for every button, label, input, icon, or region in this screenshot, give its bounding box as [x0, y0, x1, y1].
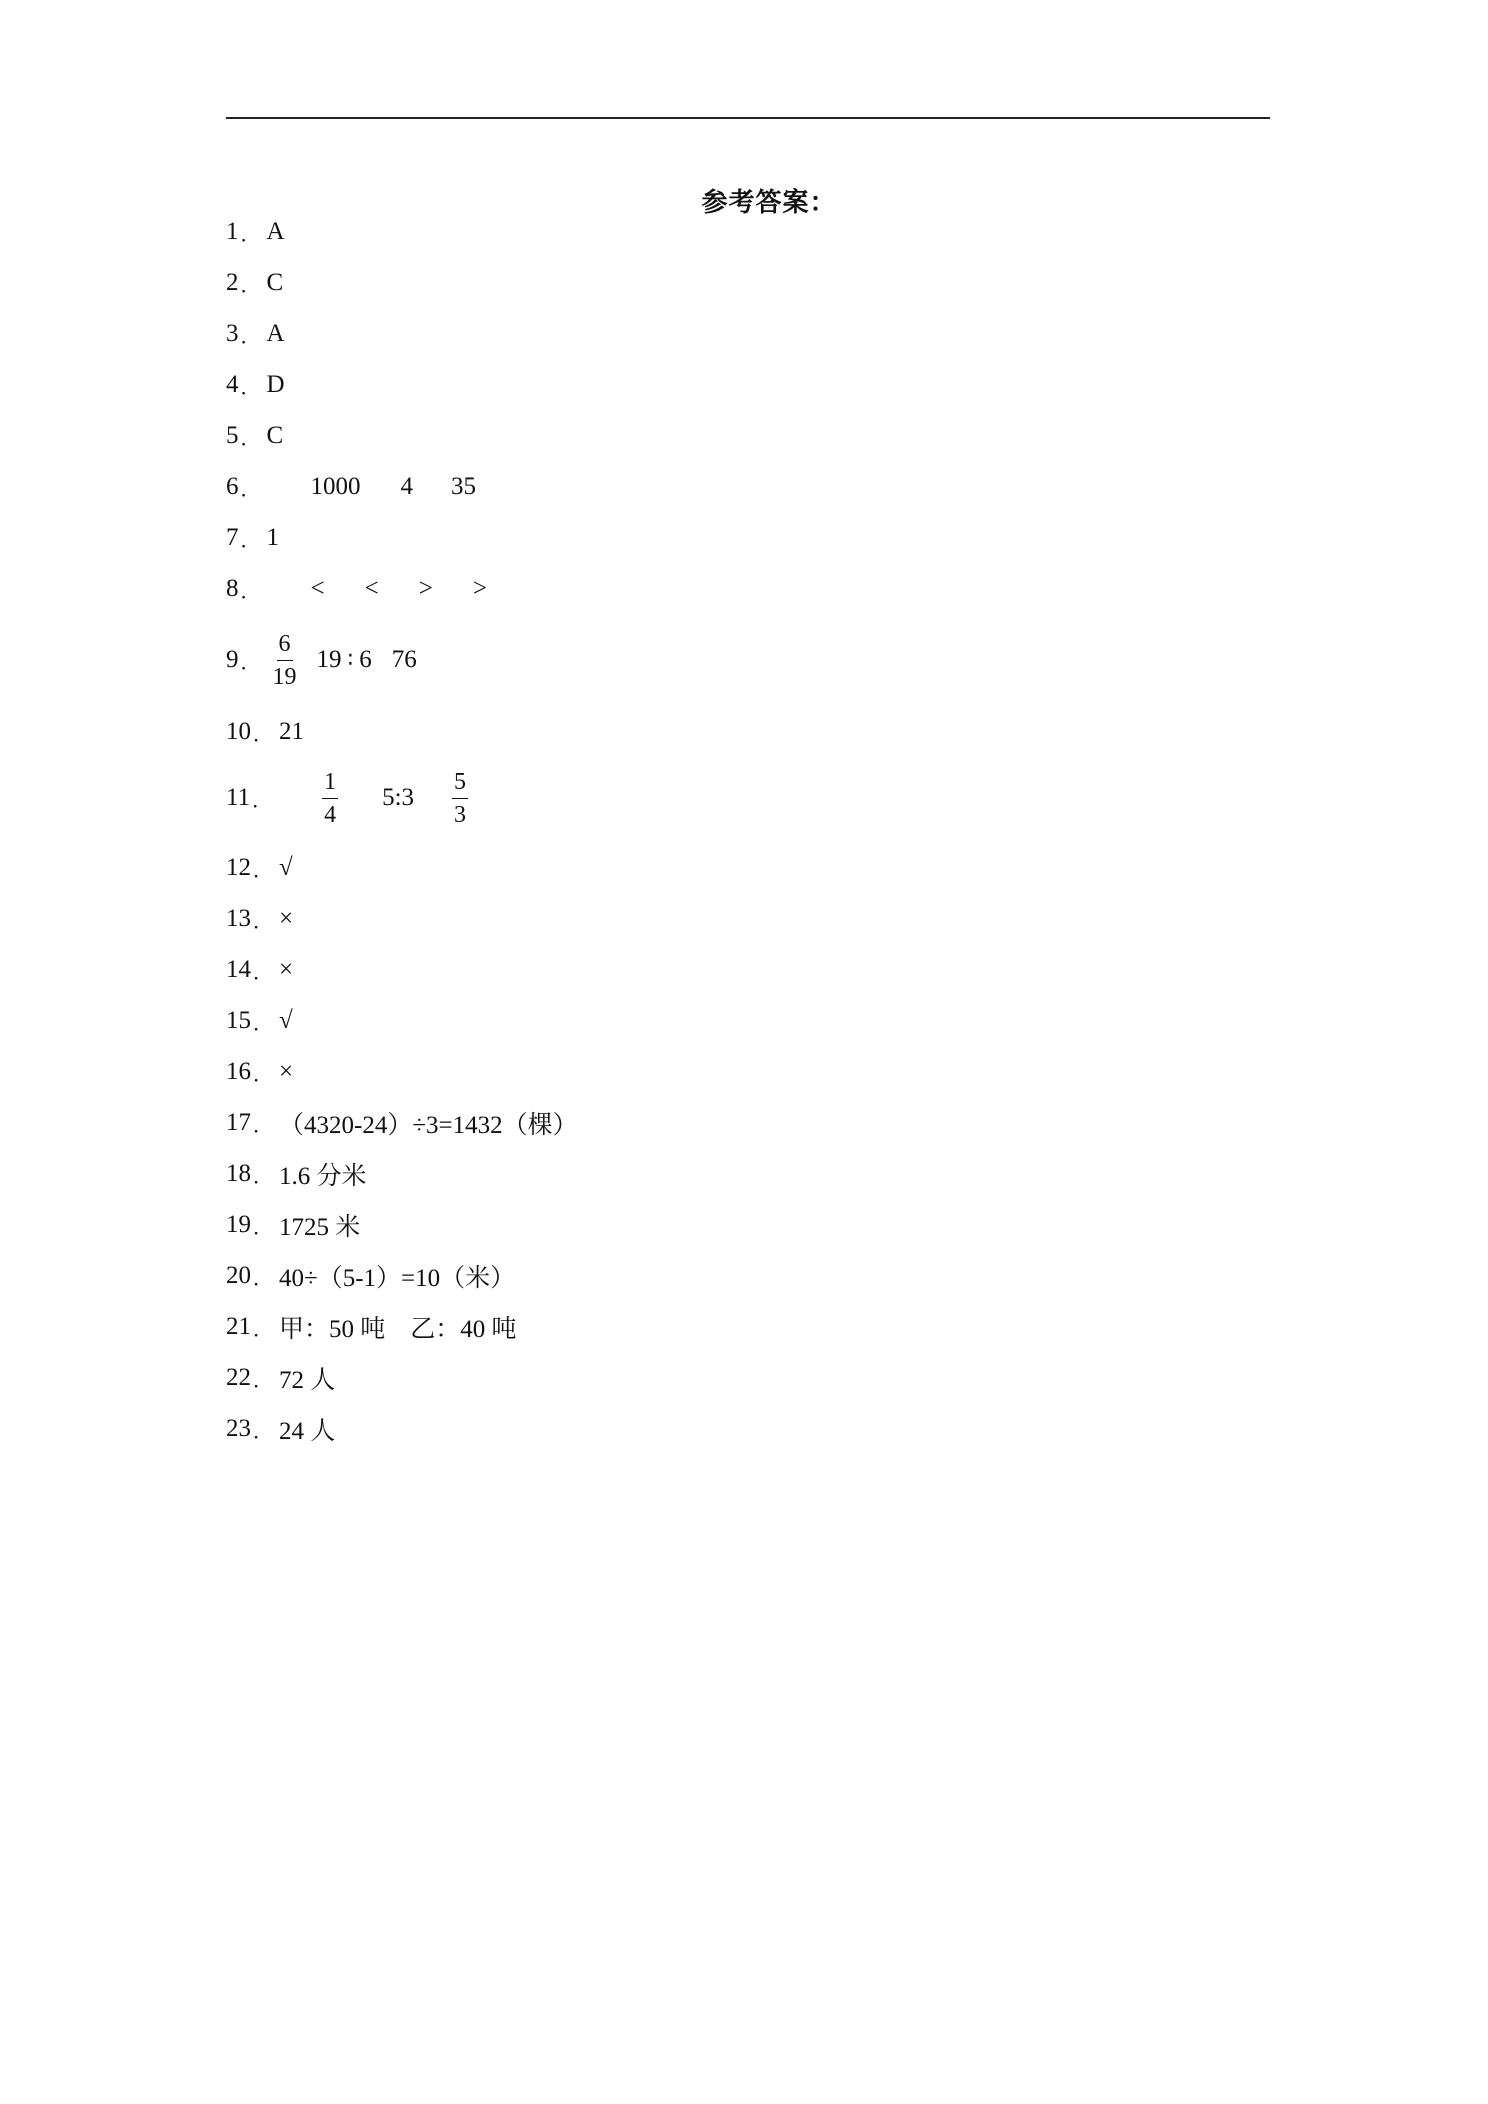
answer-text: C — [266, 422, 284, 449]
answer-row-6 — [226, 467, 476, 507]
answer-text: C — [266, 269, 284, 296]
item-separator: ． — [253, 721, 273, 746]
answer-row-10 — [226, 712, 304, 752]
answer-part-3: 76 — [391, 646, 417, 673]
answer-text: 21 — [279, 718, 304, 745]
item-number: 3 — [226, 320, 239, 347]
ratio: 5:3 — [382, 784, 415, 811]
item-number: 8 — [226, 575, 239, 602]
answer-row-13 — [226, 899, 293, 939]
item-separator: ． — [253, 1418, 273, 1443]
item-number: 7 — [226, 524, 239, 551]
answer-text: 24 人 — [279, 1418, 336, 1445]
item-number: 1 — [226, 218, 239, 245]
fraction-denominator: 19 — [272, 663, 297, 690]
answer-text: × — [279, 1058, 294, 1085]
answer-text: √ — [279, 1007, 293, 1034]
page-title: 参考答案： — [701, 188, 837, 218]
item-separator: ． — [240, 221, 261, 246]
item-separator: ． — [253, 959, 273, 984]
item-number: 16 — [226, 1058, 251, 1085]
item-separator: ． — [240, 578, 261, 603]
item-number: 23 — [226, 1415, 251, 1442]
item-separator: ． — [253, 1010, 273, 1035]
answer-row-18 — [226, 1154, 367, 1194]
answer-text: 1 — [266, 524, 279, 551]
item-number: 22 — [226, 1364, 251, 1391]
item-separator: ． — [253, 1061, 273, 1086]
answer-row-17 — [226, 1103, 578, 1143]
answer-row-19 — [226, 1205, 360, 1245]
answer-row-8 — [226, 569, 487, 609]
answer-row-2 — [226, 263, 283, 303]
answer-row-9 — [226, 632, 417, 688]
fraction — [271, 632, 299, 689]
item-separator: ． — [240, 374, 261, 399]
item-separator: ． — [240, 476, 261, 501]
answer-text: × — [279, 905, 294, 932]
fraction-denominator: 3 — [454, 801, 467, 828]
answer-row-3 — [226, 314, 285, 354]
item-number: 14 — [226, 956, 251, 983]
answer-text: 甲：50 吨 乙：40 吨 — [279, 1316, 517, 1343]
item-separator: ． — [253, 1316, 273, 1341]
item-separator: ． — [240, 272, 261, 297]
answer-part-3: 35 — [451, 473, 476, 500]
item-separator: ． — [240, 649, 261, 674]
item-number: 9 — [226, 646, 239, 673]
item-separator: ． — [253, 1214, 273, 1239]
answer-text: × — [279, 956, 294, 983]
answer-text: 72 人 — [279, 1367, 336, 1394]
answer-text: A — [266, 218, 285, 245]
answer-row-16 — [226, 1052, 293, 1092]
answer-row-20 — [226, 1256, 515, 1296]
fraction-1 — [322, 770, 338, 827]
answer-text: √ — [279, 854, 293, 881]
header-rule — [226, 117, 1270, 119]
item-number: 6 — [226, 473, 239, 500]
fraction-numerator: 1 — [322, 770, 338, 799]
item-number: 20 — [226, 1262, 251, 1289]
ratio-colon: ∶ — [347, 647, 354, 673]
answer-text: 1.6 分米 — [279, 1163, 367, 1190]
fraction-numerator: 5 — [452, 770, 468, 799]
answer-row-15 — [226, 1001, 293, 1041]
answer-part-4: > — [472, 575, 487, 602]
item-number: 10 — [226, 718, 251, 745]
answer-row-1 — [226, 212, 285, 252]
item-separator: ． — [253, 1163, 273, 1188]
fraction-numerator: 6 — [277, 632, 293, 661]
answer-text: 1725 米 — [279, 1214, 361, 1241]
item-number: 13 — [226, 905, 251, 932]
item-number: 2 — [226, 269, 239, 296]
item-separator: ． — [253, 1112, 273, 1137]
answer-text: D — [266, 371, 285, 398]
item-number: 18 — [226, 1160, 251, 1187]
item-number: 4 — [226, 371, 239, 398]
ratio-right: 6 — [359, 646, 372, 673]
item-separator: ． — [252, 787, 273, 812]
item-number: 15 — [226, 1007, 251, 1034]
item-separator: ． — [253, 1367, 273, 1392]
answer-text: （4320-24）÷3=1432（棵） — [279, 1112, 578, 1139]
answer-row-23 — [226, 1409, 335, 1449]
item-number: 17 — [226, 1109, 251, 1136]
item-separator: ． — [240, 323, 261, 348]
answer-row-4 — [226, 365, 285, 405]
answer-part-3: > — [418, 575, 433, 602]
ratio-left: 19 — [316, 646, 342, 673]
answer-text: 40÷（5-1）=10（米） — [279, 1265, 516, 1292]
item-separator: ． — [253, 1265, 273, 1290]
answer-row-12 — [226, 848, 293, 888]
item-separator: ． — [240, 425, 261, 450]
answer-part-2: 4 — [400, 473, 413, 500]
item-separator: ． — [253, 908, 273, 933]
item-number: 19 — [226, 1211, 251, 1238]
answer-row-7 — [226, 518, 279, 558]
item-number: 21 — [226, 1313, 251, 1340]
answer-row-14 — [226, 950, 293, 990]
answer-row-11 — [226, 770, 468, 826]
item-separator: ． — [240, 527, 261, 552]
answer-part-1: 1000 — [310, 473, 361, 500]
answer-row-21 — [226, 1307, 517, 1347]
fraction-denominator: 4 — [324, 801, 337, 828]
item-separator: ． — [253, 857, 273, 882]
item-number: 12 — [226, 854, 251, 881]
answer-part-1: < — [310, 575, 325, 602]
answer-row-22 — [226, 1358, 335, 1398]
answer-row-5 — [226, 416, 283, 456]
answer-part-2: < — [364, 575, 379, 602]
item-number: 11 — [226, 784, 251, 811]
item-number: 5 — [226, 422, 239, 449]
fraction-2 — [452, 770, 468, 827]
answer-text: A — [266, 320, 285, 347]
